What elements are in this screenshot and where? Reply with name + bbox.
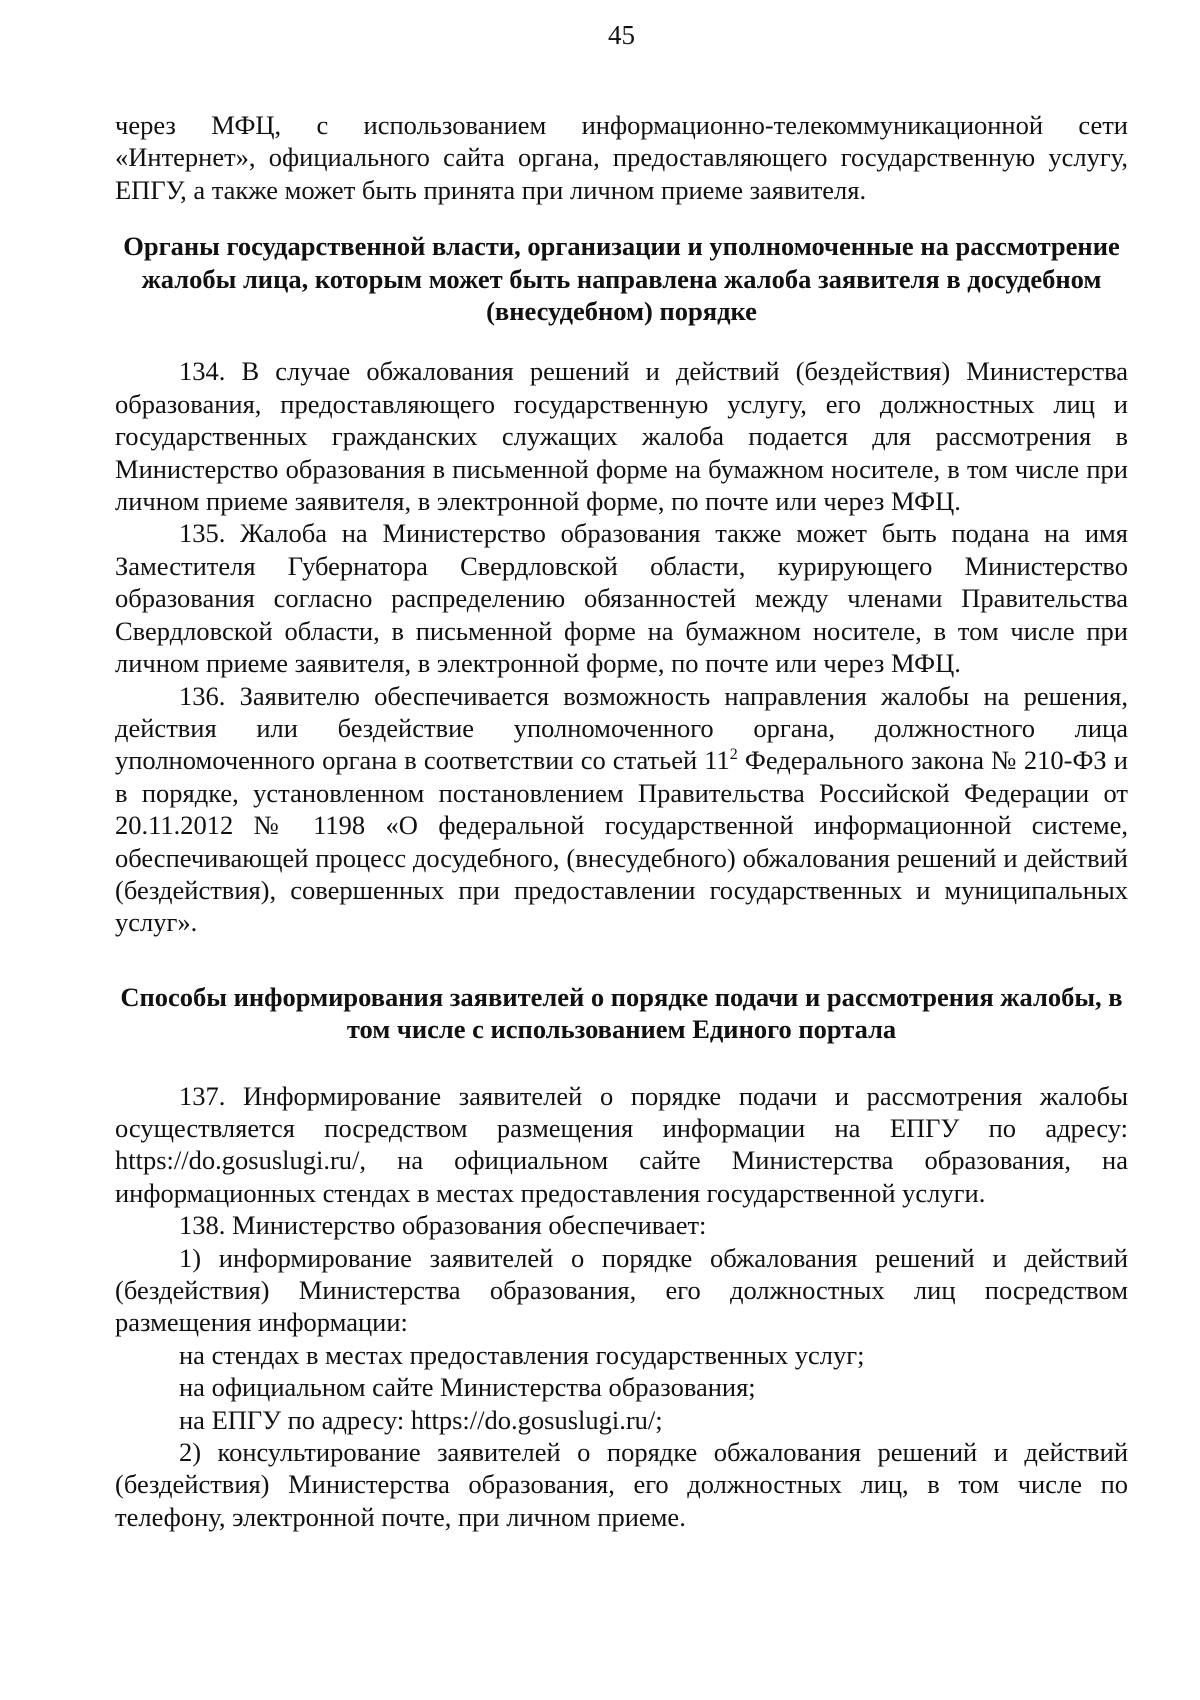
paragraph-136-text-before-superscript: 136. Заявителю обеспечивается возможность направления жалобы на решения, действия или бездействие уполномоченного органа, должностного лица уполномоченного органа в соответствии со статьей 11 [115,680,1128,776]
document-body [115,109,1128,1533]
paragraph-138-item-2: 2) консультирование заявителей о порядке обжалования решений и действий (бездействия) Министерства образования, его должностных лиц, в том числе по телефону, электронной почте, при личном приеме. [115,1437,1128,1532]
item-1-official-site-line: на официальном сайте Министерства образования; [179,1372,756,1403]
page-number: 45 [608,20,635,50]
paragraph-138-item-1: 1) информирование заявителей о порядке обжалования решений и действий (бездействия) Министерства образования, его должностных лиц посредством размещения информации: [115,1242,1128,1338]
paragraph-134: 134. В случае обжалования решений и действий (бездействия) Министерства образования, предоставляющего государственную услугу, его должностных лиц и государственных гражданских служащих жалоба подается для рассмотрения в Министерство образования в письменной форме на бумажном носителе, в том числе при личном приеме заявителя, в электронной форме, по почте или через МФЦ. [115,356,1128,517]
paragraph-137: 137. Информирование заявителей о порядке подачи и рассмотрения жалобы осуществляется посредством размещения информации на ЕПГУ по адресу: https://do.gosuslugi.ru/, на официальном сайте Министерства образования, на информационных стендах в местах предоставления государственной услуги. [115,1080,1128,1208]
section-heading-complaint-bodies: Органы государственной власти, организации и уполномоченные на рассмотрение жалобы лица, которым может быть направлена жалоба заявителя в досудебном (внесудебном) порядке [123,231,1120,327]
article-number-superscript: 2 [729,746,738,764]
item-1-epgu-line: на ЕПГУ по адресу: https://do.gosuslugi.ru/; [179,1404,663,1435]
paragraph-136-text-after-superscript: Федерального закона № 210-ФЗ и в порядке, установленном постановлением Правительства Российской Федерации от 20.11.2012 № 1198 «О федеральной государственной информационной системе, обеспечивающей процесс досудебного, (внесудебного) обжалования решений и действий (бездействия), совершенных при предоставлении государственных и муниципальных услуг». [115,745,1128,938]
paragraph-135: 135. Жалоба на Министерство образования также может быть подана на имя Заместителя Губернатора Свердловской области, курирующего Министерство образования согласно распределению обязанностей между членами Правительства Свердловской области, в письменной форме на бумажном носителе, в том числе при личном приеме заявителя, в электронной форме, по почте или через МФЦ. [115,518,1128,679]
intro-paragraph: через МФЦ, с использованием информационно-телекоммуникационной сети «Интернет», официального сайта органа, предоставляющего государственную услугу, ЕПГУ, а также может быть принята при личном приеме заявителя. [115,110,1128,205]
paragraph-138: 138. Министерство образования обеспечивает: [179,1210,707,1241]
section-heading-informing-methods: Способы информирования заявителей о порядке подачи и рассмотрения жалобы, в том числе с использованием Единого портала [120,981,1123,1045]
paragraph-136 [115,680,1128,939]
item-1-stands-line: на стендах в местах предоставления государственных услуг; [179,1339,865,1370]
